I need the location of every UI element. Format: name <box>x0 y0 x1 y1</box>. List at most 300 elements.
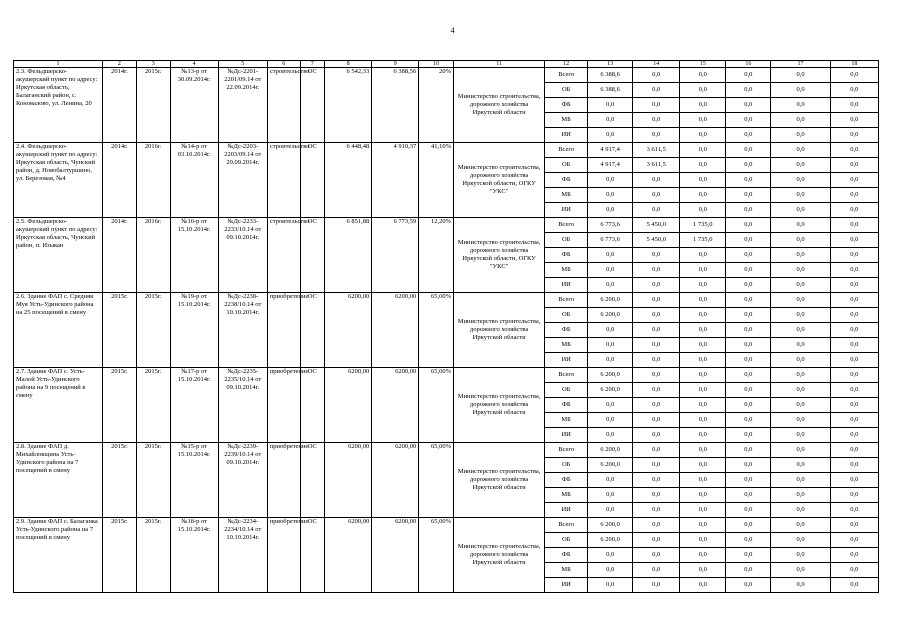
readiness-percent: 65,00% <box>419 518 454 593</box>
amount-cell: 0,0 <box>771 143 830 158</box>
amount-cell: 0,0 <box>588 503 633 518</box>
limit-amount: 6200,00 <box>372 368 419 443</box>
amount-cell: 0,0 <box>771 113 830 128</box>
amount-cell: 0,0 <box>830 338 878 353</box>
amount-cell: 0,0 <box>771 308 830 323</box>
amount-cell: 0,0 <box>680 488 726 503</box>
object-name: 2.4. Фельдшерско-акушерский пункт по адресу: Иркутская область, Чунский район, д. Новобалтуршино, ул. Березовая, №4 <box>14 143 103 218</box>
amount-cell: 0,0 <box>726 488 771 503</box>
limit-amount: 6200,00 <box>372 443 419 518</box>
amount-cell: 1 735,0 <box>680 233 726 248</box>
amount-cell: 0,0 <box>680 428 726 443</box>
contract-number: №Дс-2233-2233/10.14 от 09.10.2014г. <box>218 218 267 293</box>
order-number: №18-р от 15.10.2014г. <box>170 518 218 593</box>
amount-cell: 6 200,0 <box>588 368 633 383</box>
amount-cell: 0,0 <box>771 188 830 203</box>
amount-cell: 6 200,0 <box>588 533 633 548</box>
amount-cell: 0,0 <box>680 413 726 428</box>
amount-cell: 0,0 <box>726 263 771 278</box>
responsible-org: Министерство строительства, дорожного хозяйства Иркутской области <box>454 293 545 368</box>
amount-cell: 0,0 <box>633 263 680 278</box>
amount-cell: 0,0 <box>633 278 680 293</box>
amount-cell: 0,0 <box>633 548 680 563</box>
estimated-cost: 6200,00 <box>325 368 372 443</box>
column-number-header: 17 <box>771 61 830 68</box>
amount-cell: 0,0 <box>680 323 726 338</box>
amount-cell: 0,0 <box>680 338 726 353</box>
budget-type: Всего <box>545 443 588 458</box>
amount-cell: 0,0 <box>726 188 771 203</box>
amount-cell: 0,0 <box>633 563 680 578</box>
limit-amount: 6 773,59 <box>372 218 419 293</box>
amount-cell: 0,0 <box>726 248 771 263</box>
column-number-header: 11 <box>454 61 545 68</box>
amount-cell: 0,0 <box>680 503 726 518</box>
object-name: 2.8. Здание ФАП д. Михайловщина Усть-Удинского района на 7 посещений в смену <box>14 443 103 518</box>
amount-cell: 0,0 <box>771 383 830 398</box>
amount-cell: 0,0 <box>830 548 878 563</box>
budget-type: Всего <box>545 293 588 308</box>
amount-cell: 0,0 <box>771 68 830 83</box>
column-number-header: 4 <box>170 61 218 68</box>
amount-cell: 0,0 <box>830 473 878 488</box>
amount-cell: 0,0 <box>726 143 771 158</box>
budget-type: ИИ <box>545 203 588 218</box>
column-number-header: 8 <box>325 61 372 68</box>
budget-type: МБ <box>545 488 588 503</box>
amount-cell: 0,0 <box>830 353 878 368</box>
amount-cell: 0,0 <box>771 233 830 248</box>
table-row <box>14 68 879 83</box>
amount-cell: 0,0 <box>726 68 771 83</box>
order-number: №16-р от 15.10.2014г. <box>170 218 218 293</box>
amount-cell: 0,0 <box>680 68 726 83</box>
estimated-cost: 6 851,88 <box>325 218 372 293</box>
budget-type: МБ <box>545 413 588 428</box>
amount-cell: 0,0 <box>830 248 878 263</box>
amount-cell: 0,0 <box>680 263 726 278</box>
amount-cell: 0,0 <box>588 248 633 263</box>
budget-type: ОБ <box>545 158 588 173</box>
amount-cell: 0,0 <box>726 368 771 383</box>
amount-cell: 0,0 <box>830 173 878 188</box>
amount-cell: 0,0 <box>680 188 726 203</box>
amount-cell: 6 200,0 <box>588 383 633 398</box>
amount-cell: 0,0 <box>680 278 726 293</box>
order-number: №17-р от 15.10.2014г. <box>170 368 218 443</box>
amount-cell: 0,0 <box>680 398 726 413</box>
amount-cell: 0,0 <box>771 578 830 593</box>
budget-type: Всего <box>545 518 588 533</box>
amount-cell: 0,0 <box>680 98 726 113</box>
end-year: 2015г. <box>136 293 170 368</box>
amount-cell: 0,0 <box>830 218 878 233</box>
amount-cell: 0,0 <box>588 473 633 488</box>
amount-cell: 0,0 <box>726 398 771 413</box>
amount-cell: 0,0 <box>726 563 771 578</box>
amount-cell: 4 917,4 <box>588 143 633 158</box>
contract-number: №Дс-2238-2238/10.14 от 10.10.2014г. <box>218 293 267 368</box>
budget-type: ИИ <box>545 128 588 143</box>
amount-cell: 0,0 <box>633 293 680 308</box>
amount-cell: 0,0 <box>771 158 830 173</box>
column-number-header: 12 <box>545 61 588 68</box>
amount-cell: 0,0 <box>588 263 633 278</box>
object-name: 2.5. Фельдшерско-акушерский пункт по адресу: Иркутская область, Чунский район, п. Изыкан <box>14 218 103 293</box>
end-year: 2015г. <box>136 68 170 143</box>
amount-cell: 0,0 <box>680 143 726 158</box>
amount-cell: 0,0 <box>726 83 771 98</box>
amount-cell: 0,0 <box>680 533 726 548</box>
budget-type: ФБ <box>545 398 588 413</box>
amount-cell: 0,0 <box>633 413 680 428</box>
amount-cell: 0,0 <box>588 413 633 428</box>
amount-cell: 0,0 <box>588 98 633 113</box>
amount-cell: 0,0 <box>588 398 633 413</box>
budget-type: МБ <box>545 563 588 578</box>
amount-cell: 0,0 <box>726 548 771 563</box>
amount-cell: 0,0 <box>830 578 878 593</box>
column-number-header: 16 <box>726 61 771 68</box>
amount-cell: 0,0 <box>633 83 680 98</box>
amount-cell: 0,0 <box>726 293 771 308</box>
funding-source: ОС <box>300 293 325 368</box>
amount-cell: 0,0 <box>830 518 878 533</box>
table-row <box>14 293 879 308</box>
funding-source: ОС <box>300 518 325 593</box>
amount-cell: 0,0 <box>588 188 633 203</box>
amount-cell: 0,0 <box>771 278 830 293</box>
budget-type: Всего <box>545 143 588 158</box>
object-name: 2.3. Фельдшерско-акушерский пункт по адресу: Иркутская область, Балаганский район, с. Коновалово, ул. Ленина, 20 <box>14 68 103 143</box>
amount-cell: 0,0 <box>633 248 680 263</box>
amount-cell: 0,0 <box>588 323 633 338</box>
amount-cell: 0,0 <box>633 203 680 218</box>
order-number: №13-р от 30.09.2014г. <box>170 68 218 143</box>
amount-cell: 0,0 <box>588 338 633 353</box>
funding-source: ОС <box>300 143 325 218</box>
order-number: №14-р от 03.10.2014г. <box>170 143 218 218</box>
amount-cell: 0,0 <box>771 443 830 458</box>
work-type: строительство <box>267 218 300 293</box>
amount-cell: 0,0 <box>633 428 680 443</box>
budget-type: Всего <box>545 218 588 233</box>
amount-cell: 0,0 <box>588 578 633 593</box>
amount-cell: 0,0 <box>633 113 680 128</box>
budget-type: МБ <box>545 188 588 203</box>
amount-cell: 0,0 <box>680 383 726 398</box>
budget-type: ОБ <box>545 308 588 323</box>
amount-cell: 0,0 <box>830 278 878 293</box>
amount-cell: 0,0 <box>771 98 830 113</box>
amount-cell: 0,0 <box>771 218 830 233</box>
amount-cell: 0,0 <box>680 248 726 263</box>
amount-cell: 0,0 <box>726 518 771 533</box>
amount-cell: 0,0 <box>680 293 726 308</box>
budget-type: Всего <box>545 68 588 83</box>
amount-cell: 0,0 <box>726 113 771 128</box>
column-number-header: 18 <box>830 61 878 68</box>
amount-cell: 0,0 <box>771 128 830 143</box>
amount-cell: 0,0 <box>633 188 680 203</box>
amount-cell: 0,0 <box>830 443 878 458</box>
amount-cell: 6 200,0 <box>588 518 633 533</box>
amount-cell: 0,0 <box>633 128 680 143</box>
budget-type: ФБ <box>545 248 588 263</box>
amount-cell: 0,0 <box>726 323 771 338</box>
amount-cell: 0,0 <box>726 218 771 233</box>
amount-cell: 0,0 <box>726 278 771 293</box>
amount-cell: 0,0 <box>830 233 878 248</box>
budget-type: ОБ <box>545 533 588 548</box>
amount-cell: 0,0 <box>588 128 633 143</box>
budget-type: ФБ <box>545 173 588 188</box>
page-number: 4 <box>450 26 455 35</box>
amount-cell: 0,0 <box>633 533 680 548</box>
amount-cell: 0,0 <box>633 323 680 338</box>
amount-cell: 0,0 <box>680 518 726 533</box>
amount-cell: 0,0 <box>680 473 726 488</box>
contract-number: №Дс-2201-2201/09.14 от 22.09.2014г. <box>218 68 267 143</box>
amount-cell: 0,0 <box>680 158 726 173</box>
estimated-cost: 6 448,48 <box>325 143 372 218</box>
amount-cell: 0,0 <box>771 173 830 188</box>
budget-type: ИИ <box>545 428 588 443</box>
amount-cell: 0,0 <box>588 353 633 368</box>
estimated-cost: 6200,00 <box>325 443 372 518</box>
amount-cell: 0,0 <box>726 98 771 113</box>
amount-cell: 0,0 <box>588 173 633 188</box>
amount-cell: 0,0 <box>633 458 680 473</box>
start-year: 2014г. <box>103 68 137 143</box>
object-name: 2.7. Здание ФАП с. Усть-Малой Усть-Удинского района на 9 посещений в смену <box>14 368 103 443</box>
amount-cell: 0,0 <box>830 308 878 323</box>
amount-cell: 0,0 <box>726 173 771 188</box>
amount-cell: 0,0 <box>680 443 726 458</box>
amount-cell: 0,0 <box>680 368 726 383</box>
amount-cell: 0,0 <box>680 113 726 128</box>
column-number-header: 9 <box>372 61 419 68</box>
responsible-org: Министерство строительства, дорожного хозяйства Иркутской области, ОГКУ "УКС" <box>454 218 545 293</box>
readiness-percent: 20% <box>419 68 454 143</box>
amount-cell: 0,0 <box>726 158 771 173</box>
table-row <box>14 443 879 458</box>
end-year: 2016г. <box>136 143 170 218</box>
object-name: 2.9. Здание ФАП с. Балаганка Усть-Удинского района на 7 посещений в смену <box>14 518 103 593</box>
amount-cell: 0,0 <box>830 143 878 158</box>
financing-table <box>13 60 879 593</box>
amount-cell: 0,0 <box>726 203 771 218</box>
amount-cell: 0,0 <box>830 203 878 218</box>
amount-cell: 4 917,4 <box>588 158 633 173</box>
column-number-header: 10 <box>419 61 454 68</box>
amount-cell: 0,0 <box>830 128 878 143</box>
amount-cell: 0,0 <box>680 548 726 563</box>
start-year: 2015г. <box>103 443 137 518</box>
amount-cell: 0,0 <box>771 293 830 308</box>
contract-number: №Дс-2235-2235/10.14 от 09.10.2014г. <box>218 368 267 443</box>
column-number-header: 13 <box>588 61 633 68</box>
amount-cell: 0,0 <box>771 518 830 533</box>
budget-type: ФБ <box>545 98 588 113</box>
amount-cell: 0,0 <box>830 413 878 428</box>
amount-cell: 3 611,5 <box>633 143 680 158</box>
budget-type: ИИ <box>545 578 588 593</box>
amount-cell: 0,0 <box>633 473 680 488</box>
amount-cell: 0,0 <box>771 263 830 278</box>
amount-cell: 0,0 <box>830 368 878 383</box>
amount-cell: 0,0 <box>633 338 680 353</box>
amount-cell: 0,0 <box>680 578 726 593</box>
amount-cell: 0,0 <box>588 113 633 128</box>
work-type: приобретение <box>267 368 300 443</box>
amount-cell: 0,0 <box>771 488 830 503</box>
amount-cell: 0,0 <box>771 503 830 518</box>
column-number-header: 7 <box>300 61 325 68</box>
amount-cell: 0,0 <box>633 68 680 83</box>
amount-cell: 0,0 <box>726 413 771 428</box>
amount-cell: 0,0 <box>588 563 633 578</box>
estimated-cost: 6200,00 <box>325 518 372 593</box>
start-year: 2015г. <box>103 293 137 368</box>
budget-type: ИИ <box>545 278 588 293</box>
amount-cell: 0,0 <box>830 83 878 98</box>
budget-type: ФБ <box>545 323 588 338</box>
order-number: №15-р от 15.10.2014г. <box>170 443 218 518</box>
amount-cell: 0,0 <box>633 503 680 518</box>
amount-cell: 0,0 <box>680 353 726 368</box>
amount-cell: 0,0 <box>726 458 771 473</box>
amount-cell: 0,0 <box>680 128 726 143</box>
object-name: 2.6. Здание ФАП с. Средняя Муя Усть-Удинского района на 25 посещений в смену <box>14 293 103 368</box>
budget-type: ОБ <box>545 233 588 248</box>
amount-cell: 0,0 <box>771 458 830 473</box>
budget-type: МБ <box>545 113 588 128</box>
column-number-header: 15 <box>680 61 726 68</box>
work-type: приобретение <box>267 443 300 518</box>
budget-type: ИИ <box>545 503 588 518</box>
amount-cell: 6 388,6 <box>588 68 633 83</box>
amount-cell: 0,0 <box>771 398 830 413</box>
amount-cell: 0,0 <box>830 68 878 83</box>
column-number-header: 3 <box>136 61 170 68</box>
amount-cell: 0,0 <box>588 548 633 563</box>
amount-cell: 0,0 <box>726 308 771 323</box>
responsible-org: Министерство строительства, дорожного хозяйства Иркутской области <box>454 443 545 518</box>
contract-number: №Дс-2203-2203/09.14 от 29.09.2014г. <box>218 143 267 218</box>
amount-cell: 0,0 <box>771 248 830 263</box>
end-year: 2015г. <box>136 518 170 593</box>
amount-cell: 0,0 <box>588 488 633 503</box>
amount-cell: 6 773,6 <box>588 233 633 248</box>
amount-cell: 0,0 <box>771 413 830 428</box>
table-row <box>14 218 879 233</box>
amount-cell: 3 611,5 <box>633 158 680 173</box>
work-type: строительство <box>267 68 300 143</box>
contract-number: №Дс-2239-2239/10.14 от 09.10.2014г. <box>218 443 267 518</box>
estimated-cost: 6 542,33 <box>325 68 372 143</box>
amount-cell: 0,0 <box>830 488 878 503</box>
amount-cell: 0,0 <box>771 338 830 353</box>
amount-cell: 0,0 <box>771 533 830 548</box>
table-row <box>14 368 879 383</box>
end-year: 2016г. <box>136 218 170 293</box>
amount-cell: 0,0 <box>633 173 680 188</box>
amount-cell: 0,0 <box>633 353 680 368</box>
budget-type: ОБ <box>545 383 588 398</box>
amount-cell: 0,0 <box>830 533 878 548</box>
amount-cell: 6 200,0 <box>588 443 633 458</box>
amount-cell: 0,0 <box>726 503 771 518</box>
start-year: 2015г. <box>103 518 137 593</box>
column-number-header: 14 <box>633 61 680 68</box>
column-number-header: 6 <box>267 61 300 68</box>
amount-cell: 6 388,6 <box>588 83 633 98</box>
budget-type: Всего <box>545 368 588 383</box>
amount-cell: 0,0 <box>726 128 771 143</box>
table-row <box>14 518 879 533</box>
table-row <box>14 143 879 158</box>
amount-cell: 0,0 <box>771 353 830 368</box>
amount-cell: 0,0 <box>830 113 878 128</box>
amount-cell: 0,0 <box>830 158 878 173</box>
readiness-percent: 65,00% <box>419 443 454 518</box>
amount-cell: 0,0 <box>726 428 771 443</box>
amount-cell: 0,0 <box>726 533 771 548</box>
start-year: 2015г. <box>103 368 137 443</box>
responsible-org: Министерство строительства, дорожного хозяйства Иркутской области <box>454 368 545 443</box>
readiness-percent: 65,00% <box>419 293 454 368</box>
end-year: 2015г. <box>136 368 170 443</box>
amount-cell: 5 450,0 <box>633 218 680 233</box>
budget-type: МБ <box>545 263 588 278</box>
start-year: 2014г. <box>103 143 137 218</box>
amount-cell: 0,0 <box>830 98 878 113</box>
responsible-org: Министерство строительства, дорожного хозяйства Иркутской области <box>454 518 545 593</box>
responsible-org: Министерство строительства, дорожного хозяйства Иркутской области, ОГКУ "УКС" <box>454 143 545 218</box>
work-type: приобретение <box>267 518 300 593</box>
readiness-percent: 65,00% <box>419 368 454 443</box>
limit-amount: 6200,00 <box>372 518 419 593</box>
funding-source: ОС <box>300 443 325 518</box>
amount-cell: 6 200,0 <box>588 293 633 308</box>
amount-cell: 0,0 <box>633 518 680 533</box>
limit-amount: 6200,00 <box>372 293 419 368</box>
amount-cell: 0,0 <box>830 503 878 518</box>
amount-cell: 0,0 <box>830 323 878 338</box>
amount-cell: 0,0 <box>633 308 680 323</box>
amount-cell: 0,0 <box>726 443 771 458</box>
budget-type: ОБ <box>545 83 588 98</box>
start-year: 2014г. <box>103 218 137 293</box>
budget-type: МБ <box>545 338 588 353</box>
responsible-org: Министерство строительства, дорожного хозяйства Иркутской области <box>454 68 545 143</box>
amount-cell: 0,0 <box>588 428 633 443</box>
amount-cell: 0,0 <box>771 473 830 488</box>
amount-cell: 0,0 <box>771 368 830 383</box>
amount-cell: 0,0 <box>680 563 726 578</box>
amount-cell: 0,0 <box>680 203 726 218</box>
column-number-header: 5 <box>218 61 267 68</box>
amount-cell: 0,0 <box>680 83 726 98</box>
limit-amount: 6 388,56 <box>372 68 419 143</box>
budget-type: ОБ <box>545 458 588 473</box>
funding-source: ОС <box>300 68 325 143</box>
column-number-header: 2 <box>103 61 137 68</box>
amount-cell: 0,0 <box>830 428 878 443</box>
funding-source: ОС <box>300 368 325 443</box>
amount-cell: 6 200,0 <box>588 308 633 323</box>
